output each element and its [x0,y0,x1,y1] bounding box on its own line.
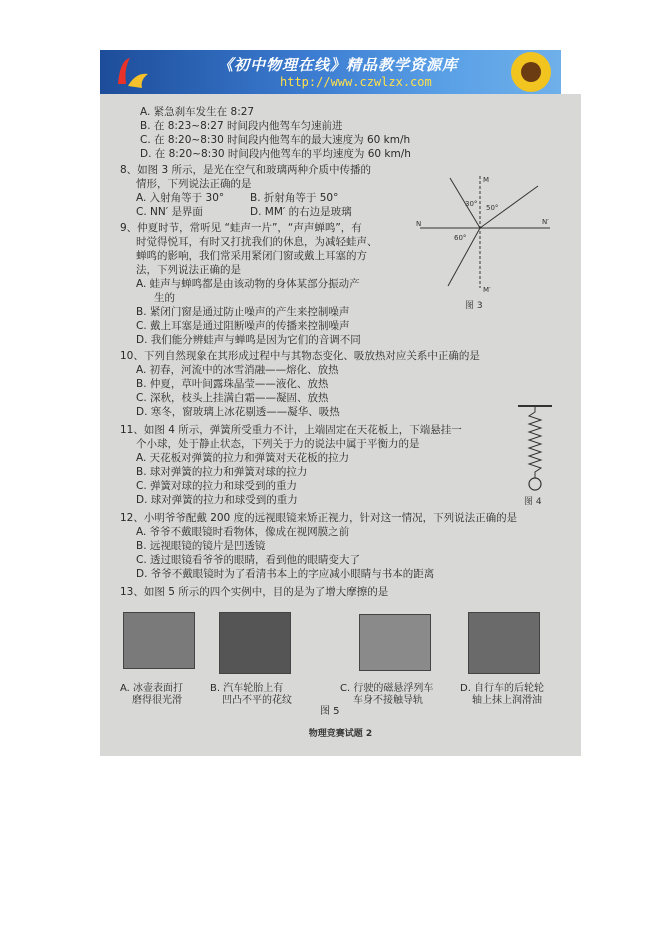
caption-b-line2: 凹凸不平的花纹 [222,695,292,706]
text-line: C. 戴上耳塞是通过阻断噪声的传播来控制噪声 [136,320,350,332]
figure-4-spring [510,400,560,510]
text-line: A. 初春，河流中的冰雪消融——熔化、放热 [136,364,339,376]
banner-title: 《初中物理在线》精品教学资源库 [218,56,459,74]
photo-tire [219,612,291,674]
text-line: 情形，下列说法正确的是 [136,178,252,190]
site-banner [100,50,561,94]
caption-c-line1: C. 行驶的磁悬浮列车 [340,683,434,694]
text-line: A. 爷爷不戴眼镜时看物体，像成在视网膜之前 [136,526,350,538]
text-line: 个小球，处于静止状态，下列关于力的说法中属于平衡力的是 [136,438,420,450]
angle-50: 50° [486,204,499,212]
figure-4-caption: 图 4 [524,497,542,507]
angle-30: 30° [465,200,478,208]
caption-c-line2: 车身不接触导轨 [353,695,423,706]
text-line: 12、小明爷爷配戴 200 度的远视眼镜来矫正视力，针对这一情况，下列说法正确的是 [120,512,518,524]
text-line: C. NN′ 是界面 [136,206,203,218]
text-line: D. 爷爷不戴眼镜时为了看清书本上的字应减小眼睛与书本的距离 [136,568,435,580]
text-line: B. 折射角等于 50° [250,192,339,204]
text-line: A. 紧急刹车发生在 8:27 [140,106,255,118]
caption-b-line1: B. 汽车轮胎上有 [210,683,284,694]
label-n: N [416,220,422,228]
figure-3-caption: 图 3 [465,301,483,311]
text-line: 10、下列自然现象在其形成过程中与其物态变化、吸放热对应关系中正确的是 [120,350,480,362]
logo-icon [112,54,152,90]
label-m: M [483,176,490,184]
figure-3-diagram [416,168,560,318]
photo-bicycle [468,612,540,674]
text-line: D. 在 8:20~8:30 时间段内他驾车的平均速度为 60 km/h [140,148,411,160]
caption-a-line2: 磨得很光滑 [132,695,182,706]
caption-a-line1: A. 冰壶表面打 [120,683,184,694]
text-line: 9、仲夏时节，常听见 “蛙声一片”，“声声蝉鸣”，有 [120,222,362,234]
text-line: B. 仲夏，草叶间露珠晶莹——液化、放热 [136,378,329,390]
text-line: 13、如图 5 所示的四个实例中，目的是为了增大摩擦的是 [120,586,389,598]
banner-url[interactable]: http://www.czwlzx.com [280,75,432,89]
text-line: C. 在 8:20~8:30 时间段内他驾车的最大速度为 60 km/h [140,134,411,146]
text-line: 8、如图 3 所示，是光在空气和玻璃两种介质中传播的 [120,164,372,176]
page-footer: 物理竞赛试题 2 [308,729,373,739]
photo-curling [123,612,195,669]
figure-5-caption: 图 5 [320,706,340,717]
photo-maglev [359,614,431,671]
text-line: C. 弹簧对球的拉力和球受到的重力 [136,480,298,492]
text-line: B. 紧闭门窗是通过防止噪声的产生来控制噪声 [136,306,350,318]
text-line: D. MM′ 的右边是玻璃 [250,206,352,218]
text-line: 生的 [154,292,175,304]
text-line: A. 入射角等于 30° [136,192,225,204]
caption-d-line1: D. 自行车的后轮轮 [460,683,545,694]
text-line: 11、如图 4 所示，弹簧所受重力不计，上端固定在天花板上，下端悬挂一 [120,424,462,436]
exam-sheet [100,94,581,756]
text-line: D. 球对弹簧的拉力和球受到的重力 [136,494,298,506]
angle-60: 60° [454,234,467,242]
text-line: B. 在 8:23~8:27 时间段内他驾车匀速前进 [140,120,343,132]
text-line: A. 天花板对弹簧的拉力和弹簧对天花板的拉力 [136,452,350,464]
text-line: 法，下列说法正确的是 [136,264,241,276]
caption-d-line2: 轴上抹上润滑油 [472,695,542,706]
label-n-prime: N′ [542,218,549,226]
text-line: D. 我们能分辨蛙声与蝉鸣是因为它们的音调不同 [136,334,361,346]
text-line: B. 远视眼镜的镜片是凹透镜 [136,540,266,552]
text-line: 蝉鸣的影响，我们常采用紧闭门窗或戴上耳塞的方 [136,250,367,262]
text-line: C. 透过眼镜看爷爷的眼睛，看到他的眼睛变大了 [136,554,361,566]
text-line: 时觉得悦耳，有时又打扰我们的休息，为减轻蛙声、 [136,236,378,248]
label-m-prime: M′ [483,286,491,294]
text-line: C. 深秋，枝头上挂满白霜——凝固、放热 [136,392,329,404]
text-line: B. 球对弹簧的拉力和弹簧对球的拉力 [136,466,308,478]
text-line: A. 蛙声与蝉鸣都是由该动物的身体某部分振动产 [136,278,360,290]
sunflower-icon [481,50,561,94]
text-line: D. 寒冬，窗玻璃上冰花剔透——凝华、吸热 [136,406,340,418]
